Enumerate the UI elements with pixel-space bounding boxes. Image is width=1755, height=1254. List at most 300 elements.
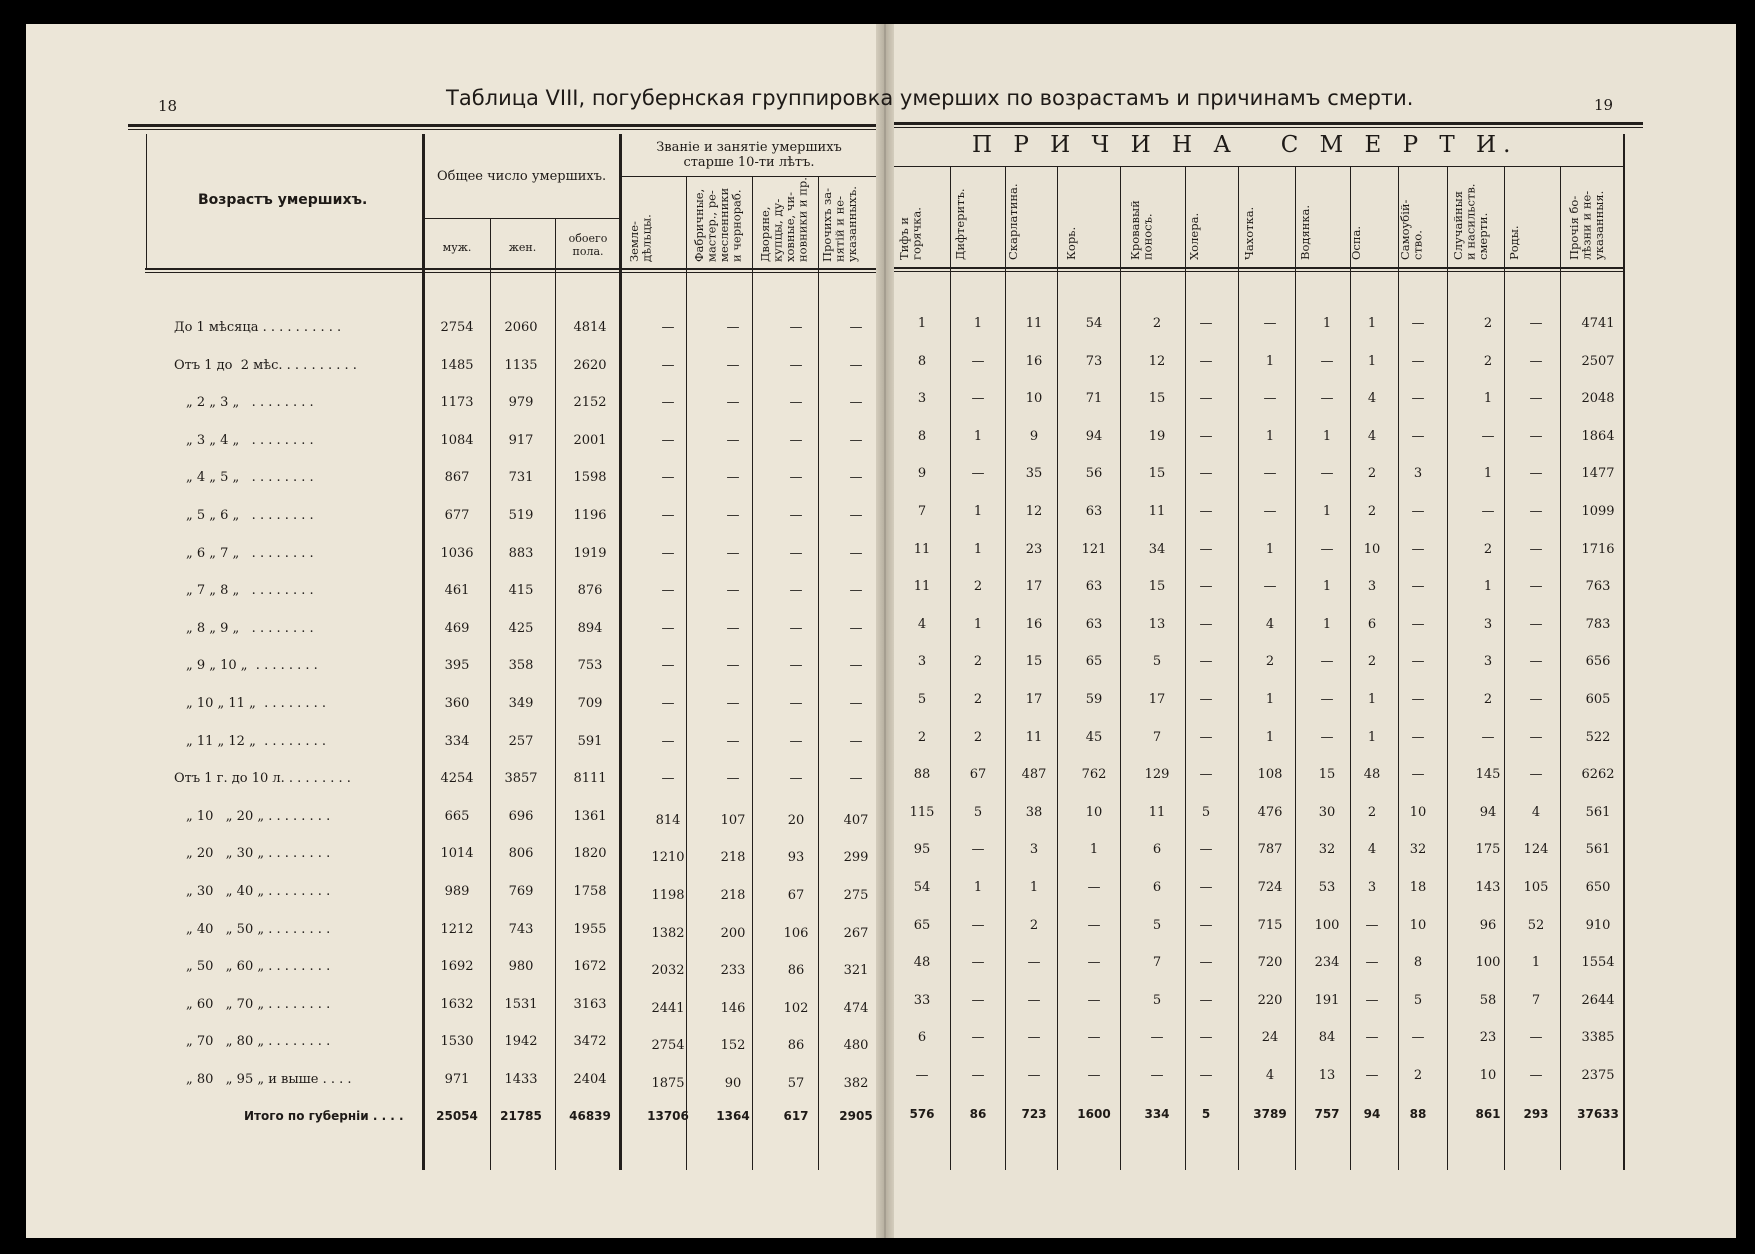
cause-cell: 1 [973,616,983,632]
total-col-header: жен. [508,241,537,254]
cause-cell: — [1320,654,1334,670]
occupation-cell: 617 [783,1109,809,1123]
occupation-cell: — [726,432,740,448]
cause-cell: 522 [1585,729,1611,745]
cause-cell: — [1411,654,1425,670]
cause-cell: 7 [1531,992,1541,1008]
cause-cell: 293 [1523,1107,1549,1121]
age-row-label: До 1 мѣсяца . . . . . . . . . . [174,320,342,335]
cause-cell: 1 [1089,842,1099,858]
cause-cell: 71 [1085,391,1103,407]
column-rule [621,134,622,1170]
cause-cell: 1 [1483,466,1493,482]
cause-col-header: Оспа. [1349,225,1363,260]
cause-cell: 6 [917,1030,927,1046]
cause-cell: — [1199,504,1213,519]
cause-cell: 723 [1021,1107,1047,1121]
cause-cell: — [1199,616,1213,632]
total-cell: 971 [444,1072,470,1087]
cause-cell: 15 [1148,579,1166,595]
cause-cell: 5 [973,804,983,820]
cause-cell: — [1199,880,1213,895]
cause-cell: — [1263,316,1277,331]
occupation-cell: — [661,320,675,335]
cause-cell: 48 [1363,767,1381,783]
occupation-cell: — [849,395,863,411]
occupation-cell: 20 [787,812,805,828]
cause-cell: 17 [1025,692,1043,707]
cause-cell: — [1529,541,1543,557]
cause-cell: 783 [1585,616,1611,632]
cause-cell: 2 [1483,692,1493,707]
cause-cell: 5 [1152,654,1162,670]
cause-cell: 11 [1148,804,1166,820]
cause-cell: 23 [1479,1030,1497,1046]
age-row-label: „ 30 „ 40 „ . . . . . . . . [186,884,331,899]
cause-cell: 763 [1585,579,1611,595]
cause-cell: — [1150,1030,1164,1046]
age-row-label: „ 7 „ 8 „ . . . . . . . . [186,583,314,599]
total-cell: 2152 [573,395,607,411]
occupation-cell: — [726,658,740,674]
age-row-label: „ 6 „ 7 „ . . . . . . . . [186,545,314,561]
cause-cell: 1 [1531,955,1541,971]
cause-cell: 115 [909,804,935,820]
cause-cell: 4 [1367,428,1377,444]
cause-cell: — [1320,466,1334,482]
total-cell: 1433 [504,1072,538,1087]
cause-cell: — [1529,391,1543,407]
total-cell: 4814 [573,320,607,335]
cause-cell: 2 [1483,541,1493,557]
occupation-cell: — [789,320,803,335]
cause-cell: — [1263,504,1277,519]
age-row-label: „ 40 „ 50 „ . . . . . . . . [186,921,331,937]
cause-cell: — [1263,466,1277,482]
cause-cell: — [1199,992,1213,1008]
cause-cell: 18 [1409,880,1427,895]
occupation-cell: — [726,470,740,486]
cause-cell: 65 [1085,654,1103,670]
total-cell: 696 [508,808,534,824]
cause-cell: — [1199,1030,1213,1046]
age-row-label: „ 3 „ 4 „ . . . . . . . . [186,432,314,448]
cause-cell: 1554 [1581,955,1615,971]
total-cell: 806 [508,846,534,862]
occupation-cell: — [726,395,740,411]
cause-cell: 2 [1265,654,1275,670]
cause-cell: 35 [1025,466,1043,482]
cause-cell: — [1411,692,1425,707]
cause-cell: 2375 [1581,1068,1615,1083]
age-row-label: „ 9 „ 10 „ . . . . . . . . [186,658,318,674]
occupation-cell: 57 [787,1076,805,1091]
age-row-label: Отъ 1 г. до 10 л. . . . . . . . . [174,771,351,787]
cause-cell: 37633 [1577,1107,1619,1121]
cause-cell: 16 [1025,616,1043,632]
occupation-cell: — [661,470,675,486]
cause-cell: 13 [1148,616,1166,632]
total-cell: 1361 [573,808,607,824]
header-rule-thin [894,271,1625,272]
cause-cell: 1 [1367,692,1377,707]
cause-cell: — [1411,353,1425,369]
cause-cell: 67 [969,767,987,783]
cause-group-header: П Р И Ч И Н А С М Е Р Т И. [972,132,1518,158]
total-cell: 867 [444,470,470,486]
occupation-cell: — [789,432,803,448]
cause-cell: 8 [917,428,927,444]
cause-cell: 8 [1413,955,1423,971]
cause-cell: 52 [1527,917,1545,933]
cause-cell: — [1529,692,1543,707]
cause-cell: 10 [1409,804,1427,820]
cause-cell: 4 [1367,842,1377,858]
total-cell: 1531 [504,996,538,1012]
total-cell: 731 [508,470,534,486]
total-cell: 1212 [440,921,474,937]
cause-cell: — [1087,992,1101,1008]
cause-cell: — [971,1068,985,1083]
total-cell: 1598 [573,470,607,486]
top-rule-thin [894,127,1643,128]
occupation-cell: — [661,771,675,787]
cause-cell: 32 [1318,842,1336,858]
occupation-cell: — [849,733,863,749]
occupation-cell: 106 [783,925,809,941]
cause-cell: 3 [1483,616,1493,632]
occupation-cell: — [661,733,675,749]
cause-cell: — [1087,880,1101,895]
cause-cell: 715 [1257,917,1283,933]
cause-cell: — [1263,391,1277,407]
cause-cell: 10 [1363,541,1381,557]
cause-cell: 1 [973,504,983,519]
cause-cell: — [1529,504,1543,519]
cause-cell: — [1027,955,1041,971]
cause-cell: 2 [973,729,983,745]
total-cell: 769 [508,884,534,899]
occupation-cell: 2032 [651,963,685,979]
cause-cell: 17 [1148,692,1166,707]
age-row-label: „ 2 „ 3 „ . . . . . . . . [186,395,314,411]
total-cell: 360 [444,696,470,711]
cause-cell: — [1199,541,1213,557]
cause-cell: — [1027,992,1041,1008]
occupation-cell: — [789,771,803,787]
cause-cell: — [971,466,985,482]
total-cell: 2060 [504,320,538,335]
cause-cell: 45 [1085,729,1103,745]
total-cell: 677 [444,508,470,523]
cause-cell: 5 [1152,917,1162,933]
cause-col-header: Роды. [1507,225,1521,260]
cause-cell: 2 [973,654,983,670]
total-cell: 46839 [569,1109,611,1123]
cause-cell: — [1087,955,1101,971]
header-rule-thin [145,272,876,273]
total-cell: 2404 [573,1072,607,1087]
cause-cell: — [1027,1068,1041,1083]
cause-cell: 6 [1152,842,1162,858]
occupation-cell: 90 [724,1076,742,1091]
cause-cell: 1 [1265,353,1275,369]
occupation-cell: — [849,696,863,711]
cause-cell: — [1529,466,1543,482]
age-row-label: „ 11 „ 12 „ . . . . . . . . [186,733,327,749]
page-number-left: 18 [158,97,178,115]
cause-cell: 487 [1021,767,1047,783]
cause-cell: 34 [1148,541,1166,557]
cause-cell: — [1199,1068,1213,1083]
age-row-label: „ 10 „ 11 „ . . . . . . . . [186,696,327,711]
cause-cell: 2 [973,692,983,707]
cause-cell: — [1365,992,1379,1008]
occupation-cell: — [789,508,803,523]
cause-cell: 54 [1085,316,1103,331]
cause-cell: — [1529,428,1543,444]
occupation-cell: — [726,583,740,599]
total-cell: 1173 [440,395,474,411]
total-cell: 3472 [573,1034,607,1050]
cause-cell: — [971,992,985,1008]
occupation-col-header: Фабричные, мастер., ре- месленники и чернораб. [692,187,744,262]
cause-cell: 54 [913,880,931,895]
top-rule-thin [128,129,876,130]
occupation-cell: — [849,545,863,561]
cause-cell: — [971,917,985,933]
cause-col-header: Чахотка. [1241,206,1256,260]
cause-cell: — [1411,428,1425,444]
occupation-cell: 382 [843,1076,869,1091]
table-left-rule [146,134,147,268]
cause-cell: 53 [1318,880,1336,895]
cause-cell: — [1411,767,1425,783]
cause-cell: — [1529,353,1543,369]
cause-cell: 121 [1081,541,1107,557]
cause-cell: 2 [1152,316,1162,331]
occupation-cell: 218 [720,850,746,866]
cause-col-header: Дифтеритъ. [952,188,967,260]
cause-cell: 129 [1144,767,1170,783]
cause-col-header: Водянка. [1297,204,1312,260]
cause-cell: 94 [1363,1107,1381,1121]
age-row-label: „ 60 „ 70 „ . . . . . . . . [186,996,331,1012]
cause-cell: 1 [1265,729,1275,745]
total-col-header: обоего пола. [568,232,608,258]
cause-cell: — [1199,767,1213,783]
total-cell: 1919 [573,545,607,561]
cause-cell: — [971,391,985,407]
occupation-cell: 2441 [651,1000,685,1016]
cause-cell: 58 [1479,992,1497,1008]
cause-cell: — [1481,504,1495,519]
occupation-cell: — [789,395,803,411]
cause-cell: — [971,842,985,858]
occupation-cell: — [849,583,863,599]
cause-cell: 6 [1152,880,1162,895]
total-cell: 1485 [440,357,474,373]
occupation-cell: — [726,733,740,749]
cause-cell: 1 [917,316,927,331]
cause-cell: — [1199,579,1213,595]
total-cell: 3163 [573,996,607,1012]
total-cell: 1942 [504,1034,538,1050]
cause-cell: 2 [1367,504,1377,519]
occupation-cell: 233 [720,963,746,979]
occupation-cell: 146 [720,1000,746,1016]
cause-cell: 10 [1479,1068,1497,1083]
cause-cell: 4 [917,616,927,632]
age-row-label: Отъ 1 до 2 мѣс. . . . . . . . . . [174,357,357,373]
cause-cell: 94 [1479,804,1497,820]
cause-cell: 5 [1201,1107,1211,1121]
occupation-cell: 321 [843,963,869,979]
cause-cell: 605 [1585,692,1611,707]
cause-cell: — [1481,428,1495,444]
cause-cell: 3 [1367,880,1377,895]
cause-cell: 59 [1085,692,1103,707]
cause-cell: 3 [1483,654,1493,670]
cause-cell: 3 [1413,466,1423,482]
cause-cell: 561 [1585,842,1611,858]
occupation-cell: — [849,357,863,373]
total-cell: 1135 [504,357,538,373]
cause-cell: 2507 [1581,353,1615,369]
column-rule [424,134,425,1170]
cause-cell: — [1199,316,1213,331]
cause-cell: — [1199,353,1213,369]
cause-cell: 105 [1523,880,1549,895]
total-cell: 395 [444,658,470,674]
cause-cell: — [1320,353,1334,369]
total-cell: 469 [444,620,470,636]
cause-cell: — [1199,654,1213,670]
cause-col-header: Тифъ и горячка. [897,207,924,260]
occupation-cell: 814 [655,812,681,828]
rule-line [894,166,1625,167]
total-cell: 8111 [573,771,607,787]
cause-col-header: Скарлатина. [1006,183,1020,260]
occupation-cell: — [661,620,675,636]
cause-cell: — [1529,579,1543,595]
cause-cell: 11 [1148,504,1166,519]
cause-cell: 32 [1409,842,1427,858]
occupation-cell: 2754 [651,1038,685,1054]
cause-cell: 11 [1025,729,1043,745]
cause-cell: 145 [1475,767,1501,783]
cause-cell: 2 [1413,1068,1423,1083]
cause-cell: 476 [1257,804,1283,820]
cause-cell: 1 [973,541,983,557]
cause-cell: 1 [973,428,983,444]
occupation-cell: — [849,320,863,335]
occupation-cell: 152 [720,1038,746,1054]
occupation-cell: — [789,357,803,373]
cause-cell: — [971,955,985,971]
header-rule [145,268,876,270]
header-rule [894,267,1625,269]
total-cell: 665 [444,808,470,824]
occupation-cell: — [789,733,803,749]
cause-cell: — [1027,1030,1041,1046]
cause-cell: — [1411,504,1425,519]
cause-cell: 1 [1367,353,1377,369]
cause-cell: — [1150,1068,1164,1083]
cause-cell: 4 [1265,616,1275,632]
cause-cell: 1 [1322,579,1332,595]
cause-cell: 16 [1025,353,1043,369]
cause-cell: 650 [1585,880,1611,895]
occupation-cell: — [849,508,863,523]
cause-cell: 1 [1367,729,1377,745]
cause-cell: 2644 [1581,992,1615,1008]
cause-cell: 5 [1413,992,1423,1008]
occupation-cell: 1364 [716,1109,750,1123]
cause-cell: 9 [1029,428,1039,444]
occupation-cell: 1382 [651,925,685,941]
occupation-cell: — [849,658,863,674]
occupation-cell: — [661,545,675,561]
cause-cell: 96 [1479,917,1497,933]
cause-cell: 15 [1318,767,1336,783]
occupation-cell: 93 [787,850,805,866]
total-cell: 743 [508,921,534,937]
cause-cell: 86 [969,1107,987,1121]
total-cell: 1632 [440,996,474,1012]
cause-cell: 63 [1085,504,1103,519]
rule-line [424,218,620,219]
cause-cell: 787 [1257,842,1283,858]
total-cell: 358 [508,658,534,674]
cause-cell: 88 [913,767,931,783]
cause-cell: 19 [1148,428,1166,444]
occupation-cell: — [726,508,740,523]
cause-cell: — [1411,316,1425,331]
cause-cell: 4 [1531,804,1541,820]
total-cell: 2001 [573,432,607,448]
cause-cell: 11 [1025,316,1043,331]
cause-cell: 94 [1085,428,1103,444]
occupation-cell: 107 [720,812,746,828]
cause-cell: 1 [1265,428,1275,444]
occupation-cell: — [661,508,675,523]
cause-cell: 56 [1085,466,1103,482]
occupation-cell: 102 [783,1000,809,1016]
cause-cell: 3385 [1581,1030,1615,1046]
cause-cell: 3 [917,391,927,407]
occupation-cell: 1210 [651,850,685,866]
cause-cell: 48 [913,955,931,971]
cause-cell: — [1411,1030,1425,1046]
cause-cell: 724 [1257,880,1283,895]
cause-cell: — [1320,391,1334,407]
total-cell: 2754 [440,320,474,335]
cause-cell: 143 [1475,880,1501,895]
cause-cell: — [1263,579,1277,595]
totals-row-label: Итого по губерніи . . . . [244,1109,404,1123]
total-group-header: Общее число умершихъ. [437,169,607,184]
cause-cell: 24 [1261,1030,1279,1046]
cause-cell: 5 [1201,804,1211,820]
occupation-cell: 267 [843,925,869,941]
cause-cell: — [1411,616,1425,632]
occupation-cell: — [661,583,675,599]
cause-cell: 38 [1025,804,1043,820]
total-cell: 1672 [573,959,607,975]
cause-cell: 6262 [1581,767,1615,783]
cause-cell: 73 [1085,353,1103,369]
